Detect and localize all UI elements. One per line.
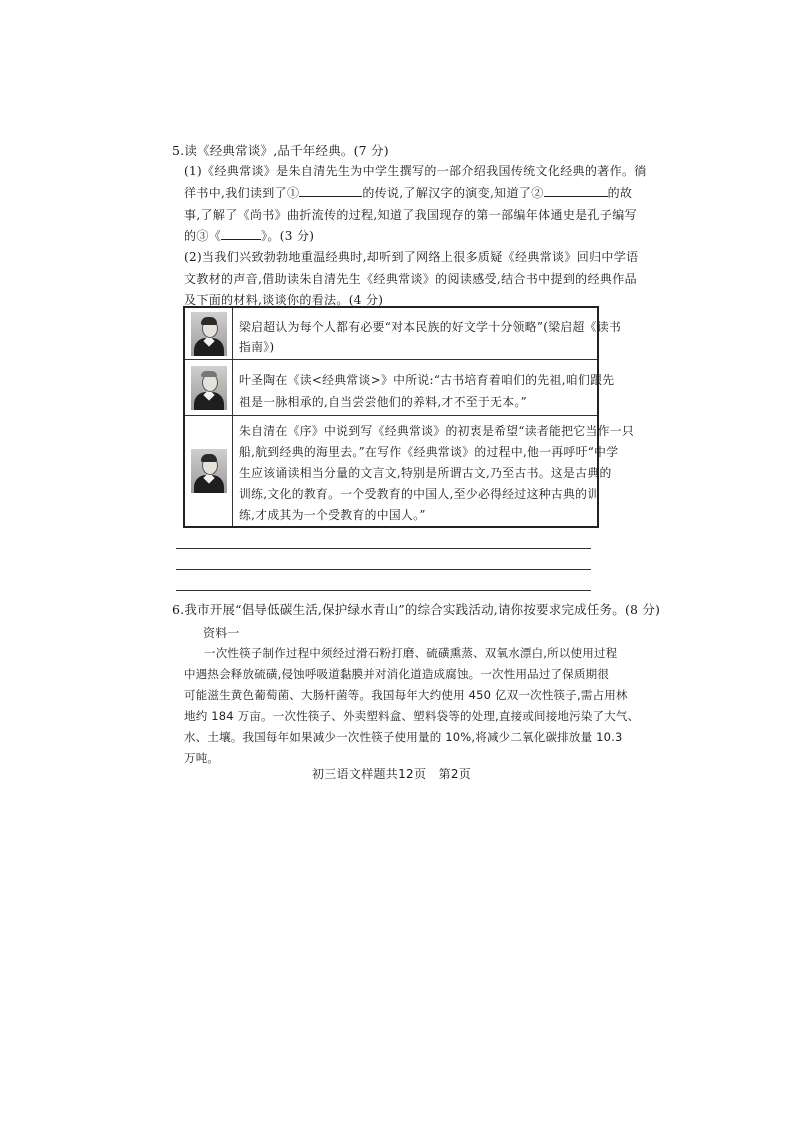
quote-row-zhu-ziqing [185,416,635,526]
photo-cell [185,416,233,526]
portrait-zhu-ziqing [191,449,227,493]
q5-part2-line1: (2)当我们兴致勃勃地重温经典时,却听到了网络上很多质疑《经典常谈》回归中学语 [184,250,639,264]
material-paragraph-line: 地约 184 万亩。一次性筷子、外卖塑料盒、塑料袋等的处理,直接或间接地污染了大气、 [184,709,640,723]
quote-text-line: 船,航到经典的海里去。”在写作《经典常谈》的过程中,他一再呼吁“中学 [239,445,619,459]
q5-part1-line1: (1)《经典常谈》是朱自清先生为中学生撰写的一部介绍我国传统文化经典的著作。徜 [184,164,647,178]
quote-text-line: 指南》) [239,340,275,354]
q5-part1-line4 [184,227,314,244]
quote-text-line: 训练,文化的教育。一个受教育的中国人,至少必得经过这种古典的训 [239,487,600,501]
answer-blank-2[interactable] [544,185,608,197]
material-paragraph-line: 中遇热会释放硫磺,侵蚀呼吸道黏膜并对消化道造成腐蚀。一次性用品过了保质期很 [184,667,610,681]
portrait-liang-qichao [191,312,227,356]
q5-text-segment: 徉书中,我们读到了① [184,186,300,200]
quote-row-liang-qichao [185,308,622,360]
answer-writing-line[interactable] [176,548,591,549]
portrait-ye-shengtao [191,366,227,410]
q5-text-segment: 的故 [607,186,633,200]
photo-cell [185,308,233,359]
answer-writing-line[interactable] [176,590,591,591]
quote-text-line: 祖是一脉相承的,自当尝尝他们的养料,才不至于无本。” [239,395,528,409]
q5-text-segment: 》。(3 分) [261,229,315,243]
material-paragraph-line: 万吨。 [184,751,220,765]
quote-text-line: 叶圣陶在《读<经典常谈>》中所说:“古书培育着咱们的先祖,咱们跟先 [239,373,615,387]
q5-text-segment: 的③《 [184,229,222,243]
quote-row-ye-shengtao [185,360,615,416]
question-6-title: 6.我市开展“倡导低碳生活,保护绿水青山”的综合实践活动,请你按要求完成任务。(8 分) [172,602,661,617]
answer-blank-3[interactable] [221,228,261,240]
photo-cell [185,360,233,415]
answer-writing-line[interactable] [176,569,591,570]
material-paragraph-line: 水、土壤。我国每年如果减少一次性筷子使用量的 10%,将减少二氧化碳排放量 10.3 [184,730,623,744]
question-5-title: 5.读《经典常谈》,品千年经典。(7 分) [172,143,389,158]
material-paragraph-line: 一次性筷子制作过程中须经过滑石粉打磨、硫磺熏蒸、双氧水漂白,所以使用过程 [204,646,618,660]
quote-table [183,306,635,528]
q5-text-segment: 的传说,了解汉字的演变,知道了② [362,186,544,200]
quote-text-line: 朱自清在《序》中说到写《经典常谈》的初衷是希望“读者能把它当作一只 [239,424,635,438]
quote-text-line: 梁启超认为每个人都有必要“对本民族的好文学十分领略”(梁启超《读书 [239,320,622,334]
quote-text-line: 练,才成其为一个受教育的中国人。” [239,508,426,522]
page-footer: 初三语文样题共12页 第2页 [312,767,472,781]
q5-part1-line3: 事,了解了《尚书》曲折流传的过程,知道了我国现存的第一部编年体通史是孔子编写 [184,208,637,222]
material-label: 资料一 [203,626,240,640]
q5-part2-line3: 及下面的材料,谈谈你的看法。(4 分) [184,293,384,307]
answer-blank-1[interactable] [299,185,362,197]
q5-part2-line2: 文教材的声音,借助读朱自清先生《经典常谈》的阅读感受,结合书中提到的经典作品 [184,272,637,286]
material-paragraph-line: 可能滋生黄色葡萄菌、大肠杆菌等。我国每年大约使用 450 亿双一次性筷子,需占用林 [184,688,628,702]
q5-part1-line2 [184,184,632,201]
quote-text-line: 生应该诵读相当分量的文言文,特别是所谓古文,乃至古书。这是古典的 [239,466,612,480]
